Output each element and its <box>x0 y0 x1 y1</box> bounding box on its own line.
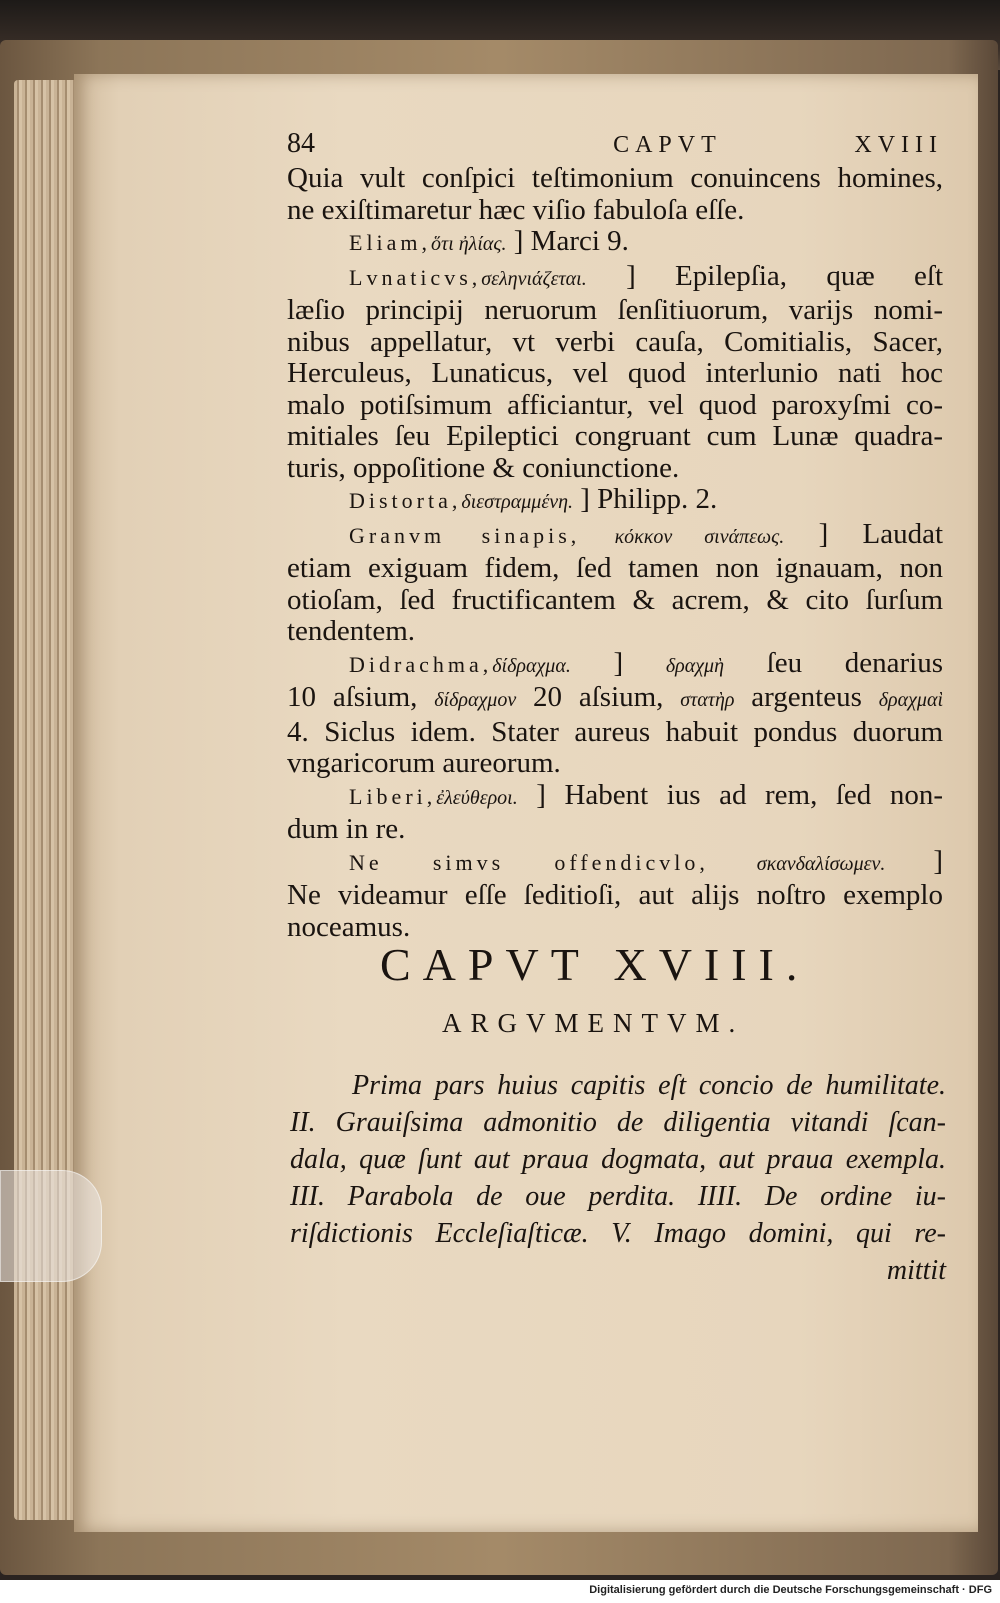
text-line: dala, quæ ſunt aut praua dogmata, aut praua exempla. <box>290 1144 946 1175</box>
text-line: ne exiſtimaretur hæc viſio fabuloſa eſſe. <box>287 193 745 226</box>
text-line: 10 aſsium, δίδραχμον 20 aſsium, στατὴρ argenteus δραχμαὶ <box>287 681 944 713</box>
main-text <box>287 128 943 943</box>
text-line: III. Parabola de oue perdita. IIII. De ordine iu- <box>290 1181 946 1212</box>
text-line: dum in re. <box>287 813 406 845</box>
text-line: Herculeus, Lunaticus, vel quod interlunio nati hoc <box>287 357 943 389</box>
entry-ne-simus: Ne simvs offendicvlo, σκανδαλίσωμεν. ] <box>349 844 944 877</box>
chapter-title: CAPVT XVIII. <box>380 939 810 990</box>
text-line: Ne videamur eſſe ſeditioſi, aut alijs noſtro exemplo <box>287 879 943 911</box>
catchword: mittit <box>886 1255 946 1286</box>
page-edges <box>14 80 78 1520</box>
text-line: riſdictionis Eccleſiaſticæ. V. Imago domini, qui re- <box>290 1218 946 1249</box>
footer-bar <box>0 1580 1000 1603</box>
entry-distorta: Distorta,διεστραμμένη. ] Philipp. 2. <box>349 483 718 515</box>
text-line: II. Grauiſsima admonitio de diligentia vitandi ſcan- <box>290 1107 946 1138</box>
entry-eliam: Eliam,ὅτι ἠλίας. ] Marci 9. <box>349 225 629 257</box>
text-line: otioſam, ſed fructificantem & acrem, & cito ſurſum <box>287 583 943 616</box>
text-line: 4. Siclus idem. Stater aureus habuit pondus duorum <box>287 715 943 748</box>
argument-title: ARGVMENTVM. <box>442 1008 745 1038</box>
text-line: noceamus. <box>287 910 411 943</box>
text-line: Prima pars huius capitis eſt concio de humilitate. <box>352 1070 946 1101</box>
running-header <box>287 128 943 161</box>
text-line: turis, oppoſitione & coniunctione. <box>287 451 680 484</box>
text-line: tendentem. <box>287 615 416 647</box>
footer-credit: Digitalisierung gefördert durch die Deutsche Forschungsgemeinschaft · DFG <box>589 1584 992 1596</box>
entry-didrachma: Didrachma,δίδραχμα. ] δραχμὴ ſeu denarius <box>349 646 944 679</box>
page-marker-tab <box>0 1170 102 1282</box>
entry-lunaticus: Lvnaticvs,σεληνιάζεται. ] Epilepſia, quæ eſt <box>349 259 944 292</box>
text-line: etiam exiguam fidem, ſed tamen non ignauam, non <box>287 552 943 584</box>
text-line: Quia vult conſpici teſtimonium conuincens homines, <box>287 162 943 194</box>
text-line: malo potiſsimum afficiantur, vel quod paroxyſmi co- <box>287 388 943 421</box>
text-line: nibus appellatur, vt verbi cauſa, Comitialis, Sacer, <box>287 325 943 358</box>
argument-text <box>290 1067 946 1289</box>
entry-liberi: Liberi,ἐλεύθεροι. ] Habent ius ad rem, ſed non- <box>349 778 943 811</box>
page-number: 84 <box>287 128 315 159</box>
text-line: mitiales ſeu Epileptici congruant cum Lunæ quadra- <box>287 420 943 452</box>
entry-granum: Granvm sinapis, κόκκον σινάπεως. ] Laudat <box>349 517 944 550</box>
running-title: CAPVT XVIII <box>613 132 944 158</box>
text-line: læſio principij neruorum ſenſitiuorum, varijs nomi- <box>287 294 943 326</box>
text-line: vngaricorum aureorum. <box>287 747 561 779</box>
